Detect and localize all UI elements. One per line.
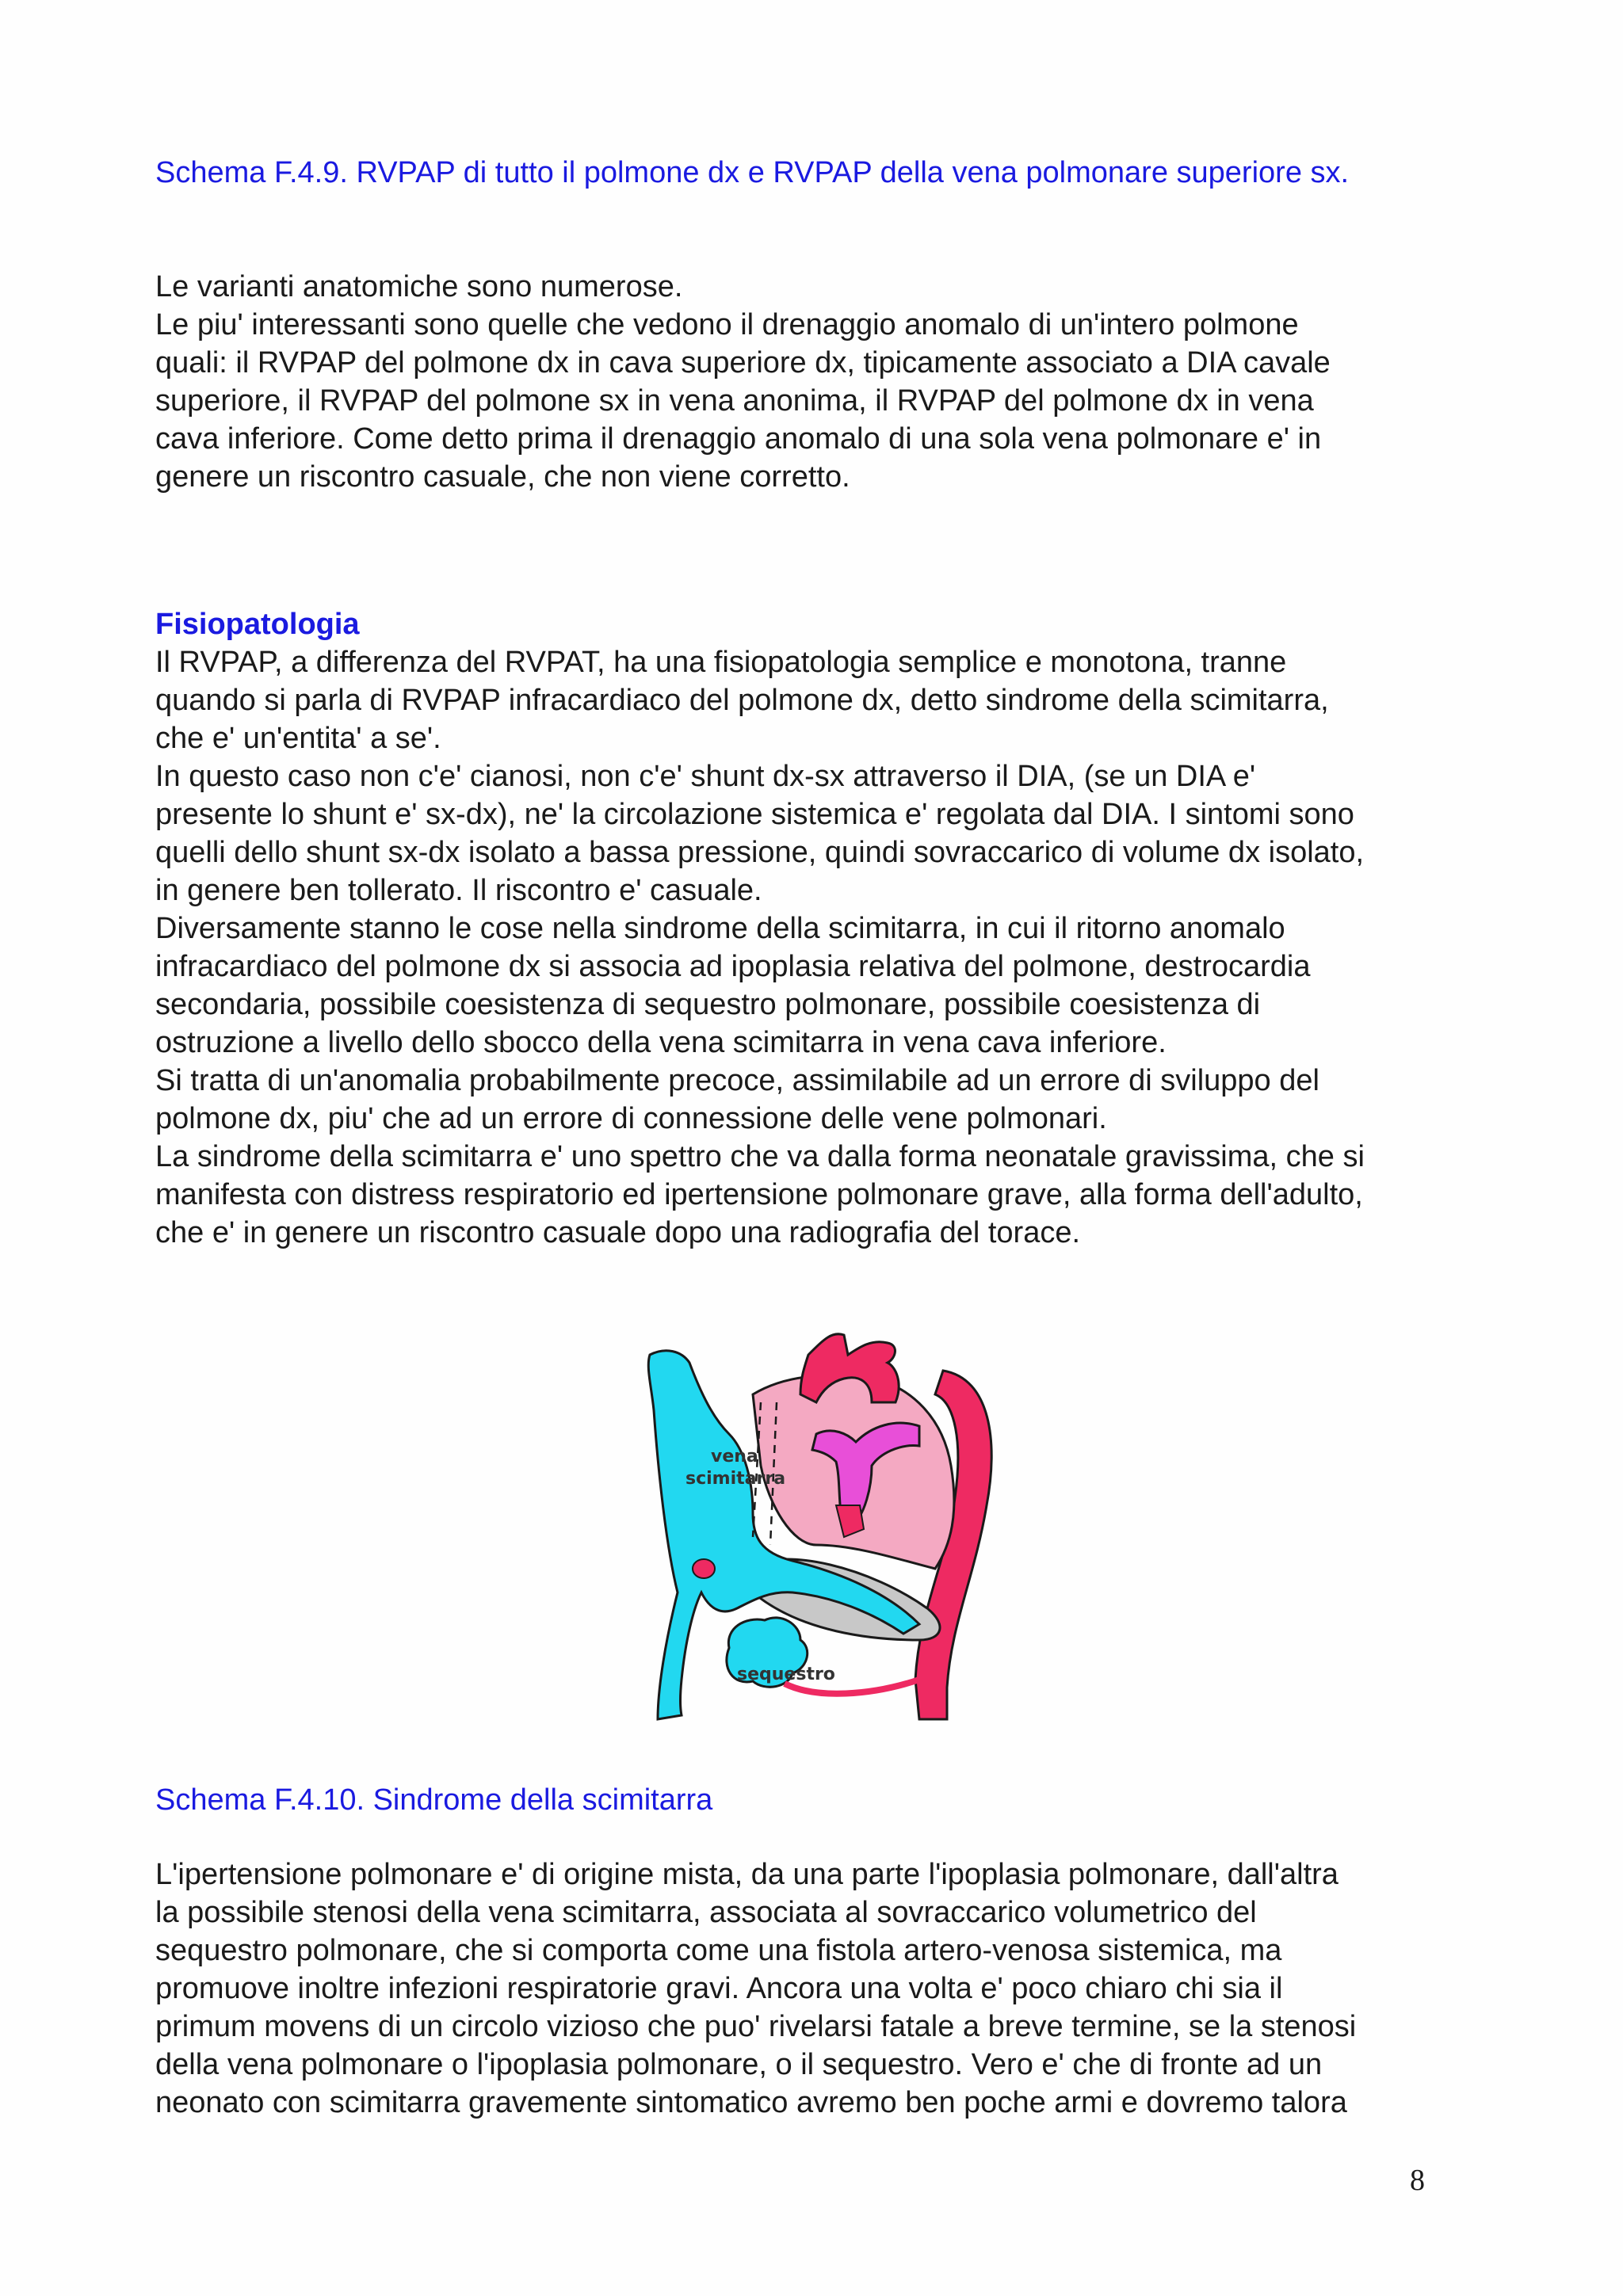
text-line: della vena polmonare o l'ipoplasia polmonare, o il sequestro. Vero e' che di fronte ad un bbox=[155, 2048, 1323, 2081]
text-line: presente lo shunt e' sx-dx), ne' la circolazione sistemica e' regolata dal DIA. I sintomi sono bbox=[155, 798, 1354, 831]
text-line: L'ipertensione polmonare e' di origine mista, da una parte l'ipoplasia polmonare, dall'altra bbox=[155, 1858, 1338, 1891]
label-vena: vena bbox=[711, 1447, 758, 1466]
text-line: In questo caso non c'e' cianosi, non c'e' shunt dx-sx attraverso il DIA, (se un DIA e' bbox=[155, 760, 1256, 793]
text-line: Diversamente stanno le cose nella sindrome della scimitarra, in cui il ritorno anomalo bbox=[155, 912, 1285, 945]
text-line: superiore, il RVPAP del polmone sx in vena anonima, il RVPAP del polmone dx in vena bbox=[155, 384, 1314, 418]
text-line: infracardiaco del polmone dx si associa ad ipoplasia relativa del polmone, destrocardia bbox=[155, 950, 1311, 983]
text-line: La sindrome della scimitarra e' uno spettro che va dalla forma neonatale gravissima, che si bbox=[155, 1140, 1365, 1173]
text-line: Si tratta di un'anomalia probabilmente precoce, assimilabile ad un errore di sviluppo del bbox=[155, 1064, 1319, 1097]
text-line: primum movens di un circolo vizioso che puo' rivelarsi fatale a breve termine, se la stenosi bbox=[155, 2010, 1357, 2043]
text-line: quali: il RVPAP del polmone dx in cava superiore dx, tipicamente associato a DIA cavale bbox=[155, 346, 1331, 379]
label-scimitarra: scimitarra bbox=[685, 1469, 786, 1489]
scimitar-syndrome-figure bbox=[634, 1307, 1014, 1735]
text-line: secondaria, possibile coesistenza di sequestro polmonare, possibile coesistenza di bbox=[155, 988, 1261, 1021]
label-sequestro: sequestro bbox=[737, 1665, 835, 1684]
intro-paragraph bbox=[155, 268, 1487, 496]
figure-caption-f-4-9: Schema F.4.9. RVPAP di tutto il polmone dx e RVPAP della vena polmonare superiore sx. bbox=[155, 156, 1350, 189]
text-line: ostruzione a livello dello sbocco della vena scimitarra in vena cava inferiore. bbox=[155, 1026, 1167, 1059]
text-line: in genere ben tollerato. Il riscontro e' casuale. bbox=[155, 874, 762, 907]
page-number: 8 bbox=[1410, 2164, 1425, 2197]
text-line: che e' in genere un riscontro casuale dopo una radiografia del torace. bbox=[155, 1216, 1081, 1249]
heart-diagram-svg bbox=[634, 1307, 1014, 1735]
after-figure-paragraph bbox=[155, 1855, 1487, 2122]
text-line: manifesta con distress respiratorio ed ipertensione polmonare grave, alla forma dell'adulto, bbox=[155, 1178, 1363, 1211]
text-line: Le piu' interessanti sono quelle che vedono il drenaggio anomalo di un'intero polmone bbox=[155, 308, 1299, 341]
text-line: sequestro polmonare, che si comporta come una fistola artero-venosa sistemica, ma bbox=[155, 1934, 1282, 1967]
text-line: la possibile stenosi della vena scimitarra, associata al sovraccarico volumetrico del bbox=[155, 1896, 1257, 1929]
figure-caption-f-4-10: Schema F.4.10. Sindrome della scimitarra bbox=[155, 1783, 713, 1817]
text-line: cava inferiore. Come detto prima il drenaggio anomalo di una sola vena polmonare e' in bbox=[155, 422, 1322, 456]
text-line: che e' un'entita' a se'. bbox=[155, 722, 441, 755]
section-fisiopatologia bbox=[155, 605, 1487, 1252]
text-line: neonato con scimitarra gravemente sintomatico avremo ben poche armi e dovremo talora bbox=[155, 2086, 1347, 2119]
text-line: Il RVPAP, a differenza del RVPAT, ha una fisiopatologia semplice e monotona, tranne bbox=[155, 646, 1287, 679]
text-line: Le varianti anatomiche sono numerose. bbox=[155, 270, 683, 303]
text-line: genere un riscontro casuale, che non viene corretto. bbox=[155, 460, 850, 494]
section-heading: Fisiopatologia bbox=[155, 608, 360, 641]
red-nub-shape bbox=[693, 1559, 715, 1578]
text-line: quelli dello shunt sx-dx isolato a bassa pressione, quindi sovraccarico di volume dx isolato, bbox=[155, 836, 1365, 869]
text-line: quando si parla di RVPAP infracardiaco del polmone dx, detto sindrome della scimitarra, bbox=[155, 684, 1329, 717]
text-line: polmone dx, piu' che ad un errore di connessione delle vene polmonari. bbox=[155, 1102, 1107, 1135]
text-line: promuove inoltre infezioni respiratorie gravi. Ancora una volta e' poco chiaro chi sia il bbox=[155, 1972, 1283, 2005]
